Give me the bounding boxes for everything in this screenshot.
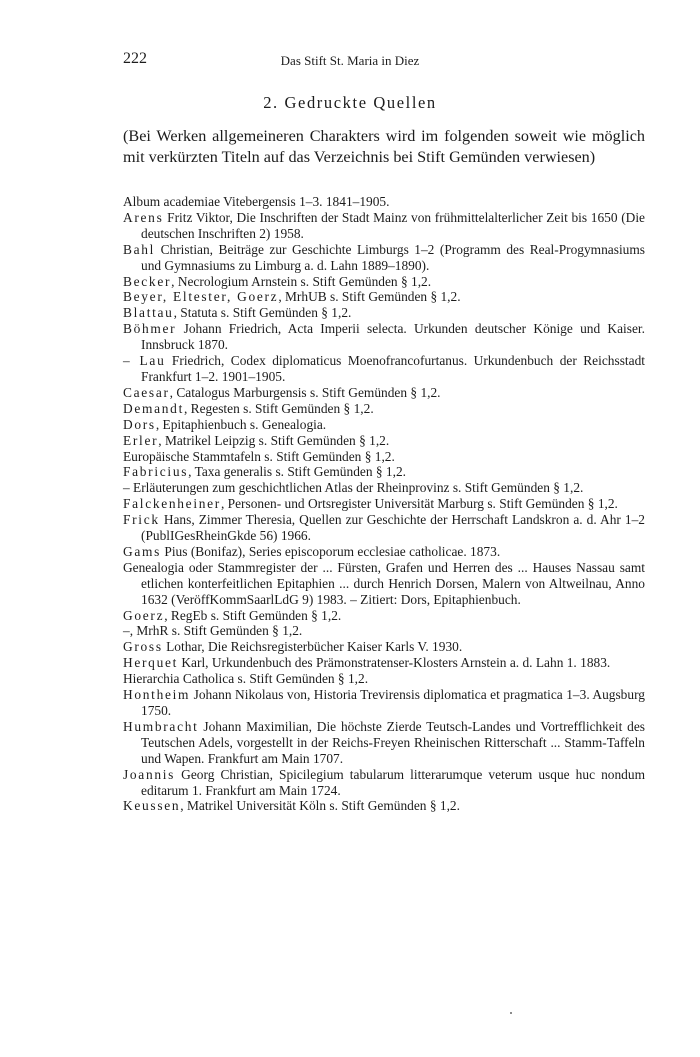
bibliography-entry <box>123 449 645 465</box>
entry-author: Gams <box>123 543 162 559</box>
entry-author: Bahl <box>123 241 156 257</box>
bibliography-entry <box>123 210 645 242</box>
bibliography-entry <box>123 639 645 655</box>
entry-author: Caesar <box>123 384 170 400</box>
bibliography-entry <box>123 512 645 544</box>
entry-text: , Catalogus Marburgensis s. Stift Gemünden § 1,2. <box>169 384 441 400</box>
entry-text: , RegEb s. Stift Gemünden § 1,2. <box>164 607 342 623</box>
entry-text: Karl, Urkundenbuch des Prämonstratenser-Klosters Arnstein a. d. Lahn 1. 1883. <box>178 655 611 671</box>
entry-text: , Matrikel Leipzig s. Stift Gemünden § 1,2. <box>158 432 390 448</box>
entry-text: Lothar, Die Reichsregisterbücher Kaiser Karls V. 1930. <box>162 639 463 655</box>
entry-text: Genealogia oder Stammregister der ... Fürsten, Grafen und Herren des ... Hauses Nassau samt etlichen konterfeitlichen Epitaphien ... durch Henrich Dorsen, Malern von Altweilnau, Anno 1632 (VeröffKommSaarlLdG 9) 1983. – Zitiert: Dors, Epitaphienbuch. <box>123 559 645 607</box>
bibliography-entry <box>123 544 645 560</box>
entry-text: , Regesten s. Stift Gemünden § 1,2. <box>183 400 374 416</box>
entry-author: Herquet <box>123 655 179 671</box>
bibliography-entry <box>123 289 645 305</box>
entry-author: Gross <box>123 639 163 655</box>
bibliography-entry <box>123 655 645 671</box>
bibliography-entry <box>123 385 645 401</box>
bibliography-entry <box>123 353 645 385</box>
bibliography-entry <box>123 305 645 321</box>
entry-author: Goerz <box>123 607 165 623</box>
entry-author: Keussen <box>123 798 181 814</box>
entry-text: Johann Maximilian, Die höchste Zierde Teutsch-Landes und Vortrefflichkeit des Teutschen Adels, vorgestellt in der Reichs-Freyen Rheinischen Ritterschaft ... Stamm-Taffeln und Wapen. Frankfurt am Main 1707. <box>141 718 645 766</box>
section-heading: 2. Gedruckte Quellen <box>263 93 437 112</box>
bibliography-entry <box>123 623 645 639</box>
entry-author: Demandt <box>123 400 184 416</box>
entry-author: Frick <box>123 512 160 528</box>
entry-text: , Matrikel Universität Köln s. Stift Gemünden § 1,2. <box>180 798 460 814</box>
bibliography-entry <box>123 242 645 274</box>
entry-text: Friedrich, Codex diplomaticus Moenofrancofurtanus. Urkundenbuch der Reichsstadt Frankfurt 1–2. 1901–1905. <box>141 353 645 384</box>
page-number: 222 <box>123 50 147 67</box>
entry-text: – Erläuterungen zum geschichtlichen Atlas der Rheinprovinz s. Stift Gemünden § 1,2. <box>123 480 584 496</box>
bibliography-entry <box>123 671 645 687</box>
entry-author: – Lau <box>123 353 166 369</box>
bibliography-entry <box>123 433 645 449</box>
entry-author: Falckenheiner <box>123 496 221 512</box>
entry-author: Arens <box>123 209 164 225</box>
running-title: Das Stift St. Maria in Diez <box>280 53 420 68</box>
bibliography-entry <box>123 480 645 496</box>
entry-author: Fabricius <box>123 464 189 480</box>
bibliography-entry <box>123 274 645 290</box>
entry-text: Europäische Stammtafeln s. Stift Gemünden § 1,2. <box>123 448 395 464</box>
entry-author: Dors <box>123 416 156 432</box>
entry-text: Christian, Beiträge zur Geschichte Limburgs 1–2 (Programm des Real-Progymnasiums und Gymnasiums zu Limburg a. d. Lahn 1889–1890). <box>141 241 645 273</box>
bibliography-entry <box>123 767 645 799</box>
entry-text: , Necrologium Arnstein s. Stift Gemünden § 1,2. <box>171 273 432 289</box>
entry-text: Georg Christian, Spicilegium tabularum litterarumque veterum usque huc nondum editarum 1. Frankfurt am Main 1724. <box>141 766 645 798</box>
entry-text: Album academiae Vitebergensis 1–3. 1841–1905. <box>123 194 390 209</box>
entry-author: Joannis <box>123 766 176 782</box>
bibliography-entry <box>123 608 645 624</box>
entry-text: , Taxa generalis s. Stift Gemünden § 1,2. <box>188 464 406 480</box>
bibliography-entry <box>123 464 645 480</box>
entry-text: –, MrhR s. Stift Gemünden § 1,2. <box>123 623 303 639</box>
bibliography-entry <box>123 719 645 767</box>
entry-author: Beyer, Eltester, Goerz <box>123 289 279 305</box>
entry-text: Pius (Bonifaz), Series episcoporum ecclesiae catholicae. 1873. <box>161 543 501 559</box>
entry-text: Johann Nikolaus von, Historia Trevirensis diplomatica et pragmatica 1–3. Augsburg 1750. <box>141 687 645 718</box>
entry-text: , Personen- und Ortsregister Universität Marburg s. Stift Gemünden § 1,2. <box>220 496 618 512</box>
entry-text: Hans, Zimmer Theresia, Quellen zur Geschichte der Herrschaft Landskron a. d. Ahr 1–2 (PublIGesRheinGkde 56) 1966. <box>141 512 645 544</box>
bibliography-entry <box>123 496 645 512</box>
entry-text: Johann Friedrich, Acta Imperii selecta. Urkunden deutscher Könige und Kaiser. Innsbruck 1870. <box>141 321 645 353</box>
print-speck <box>510 1012 512 1014</box>
bibliography-entry <box>123 798 645 814</box>
entry-author: Hontheim <box>123 687 191 703</box>
entry-author: Böhmer <box>123 321 177 337</box>
entry-author: Blattau <box>123 305 174 321</box>
entry-author: Erler <box>123 432 159 448</box>
entry-author: Becker <box>123 273 172 289</box>
bibliography-entry <box>123 417 645 433</box>
entry-author: Humbracht <box>123 718 199 734</box>
bibliography-entry <box>123 401 645 417</box>
bibliography-entry <box>123 321 645 353</box>
bibliography-entry <box>123 560 645 608</box>
bibliography-list <box>123 194 645 814</box>
entry-text: , Statuta s. Stift Gemünden § 1,2. <box>173 305 352 321</box>
intro-paragraph: (Bei Werken allgemeineren Charakters wird im folgenden soweit wie möglich mit verkürzten Titeln auf das Verzeichnis bei Stift Gemünden verwiesen) <box>123 127 645 166</box>
bibliography-entry <box>123 194 645 210</box>
entry-text: , Epitaphienbuch s. Genealogia. <box>155 416 327 432</box>
entry-text: , MrhUB s. Stift Gemünden § 1,2. <box>278 289 461 305</box>
entry-text: Fritz Viktor, Die Inschriften der Stadt Mainz von frühmittelalterlicher Zeit bis 1650 (Die deutschen Inschriften 2) 1958. <box>141 209 645 241</box>
entry-text: Hierarchia Catholica s. Stift Gemünden § 1,2. <box>123 671 369 687</box>
bibliography-entry <box>123 687 645 719</box>
